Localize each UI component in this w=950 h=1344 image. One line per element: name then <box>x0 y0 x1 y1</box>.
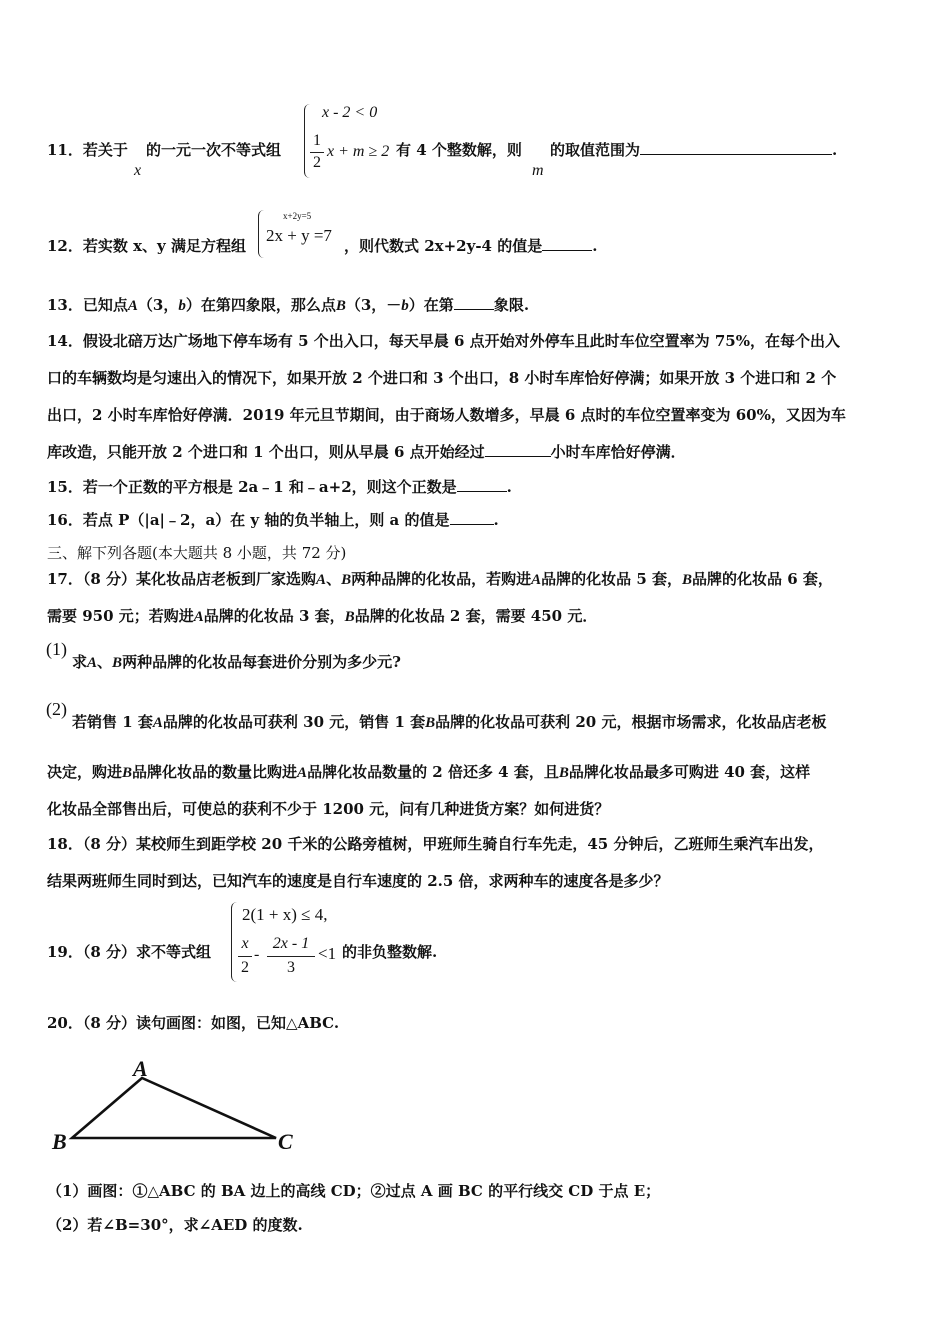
q13-b2: b <box>401 298 409 314</box>
q17-a1: A <box>316 572 327 588</box>
q13-t1: 13．已知点 <box>47 296 128 314</box>
q17-t8: 品牌的化妆品 2 套，需要 450 元． <box>354 607 598 625</box>
q13-b1: b <box>178 298 186 314</box>
q19-system-brace <box>231 902 238 982</box>
q13-t4: （3，－ <box>345 296 402 314</box>
q19-minus: - <box>254 946 260 963</box>
q11-ineq-2: x + m ≥ 2 <box>327 143 390 160</box>
q16-end: . <box>493 511 499 529</box>
q19-frac-2-den: 3 <box>287 959 295 976</box>
q11-text-2: 的一元一次不等式组 <box>146 141 282 159</box>
q19-text-2: 的非负整数解. <box>342 943 438 961</box>
q17-p2-a2: A <box>297 765 308 781</box>
q19-frac-1-num: x <box>241 935 249 952</box>
q17-p1-t2: 、 <box>97 653 113 671</box>
q11-end: . <box>832 141 838 159</box>
q17-p2-b3: B <box>558 765 569 781</box>
q17-t2: 、 <box>326 570 342 588</box>
q17-part-1 <box>72 652 401 673</box>
q15-end: . <box>506 478 512 496</box>
q15-answer-blank[interactable] <box>457 477 507 492</box>
q17-p2-b2: B <box>122 765 133 781</box>
q16-line <box>47 510 499 530</box>
q17-t5: 品牌的化妆品 6 套， <box>692 570 833 588</box>
q11-answer-blank[interactable] <box>640 140 832 155</box>
q12-eq-1: x+2y=5 <box>283 211 312 221</box>
triangle-abc <box>72 1078 276 1138</box>
q17-part-1-number: (1) <box>46 639 67 659</box>
q14-answer-blank[interactable] <box>485 442 551 457</box>
vertex-label-a: A <box>133 1056 148 1081</box>
q11-after <box>396 140 522 160</box>
q11-frac-num: 1 <box>313 132 321 149</box>
q11-frac-bar <box>310 152 324 153</box>
q12-text-1: 12．若实数 x、y 满足方程组 <box>47 237 246 255</box>
q17-t7: 品牌的化妆品 3 套， <box>203 607 345 625</box>
q17-p2-t7: 品牌化妆品最多可购进 40 套，这样 <box>568 763 811 781</box>
q12-system-brace <box>258 210 264 258</box>
q13-end: 象限. <box>493 296 530 314</box>
q13-t3: ）在第四象限，那么点 <box>185 296 336 314</box>
q12-line <box>47 236 246 256</box>
q17-p2-t3: 品牌的化妆品可获利 20 元，根据市场需求，化妆品店老板 <box>435 713 827 731</box>
q12-text-2: ，则代数式 2x+2y-4 的值是 <box>344 237 543 255</box>
q11-text-1: 11．若关于 <box>47 141 128 159</box>
q15-text: 15．若一个正数的平方根是 2a﹣1 和﹣a+2，则这个正数是 <box>47 478 457 496</box>
q13-t2: （3， <box>137 296 179 314</box>
q17-b3: B <box>344 609 355 625</box>
q11-tail <box>550 140 837 160</box>
q13-line <box>47 295 529 316</box>
q12-end: . <box>592 237 598 255</box>
q11-text-3: 有 4 个整数解，则 <box>396 141 522 159</box>
q20-part-2: （2）若∠B=30°，求∠AED 的度数. <box>47 1216 303 1234</box>
q17-p2-t6: 品牌化妆品数量的 2 倍还多 4 套，且 <box>307 763 559 781</box>
q20-title: 20．（8 分）读句画图：如图，已知△ABC. <box>47 1014 340 1032</box>
q19-lt-one: <1 <box>318 944 337 963</box>
q15-line <box>47 477 512 497</box>
q17-p1-t1: 求 <box>72 653 88 671</box>
q17-part-2-line-3: 化妆品全部售出后，可使总的获利不少于 1200 元，问有几种进货方案？如何进货？ <box>47 800 610 818</box>
q17-p2-a1: A <box>152 715 163 731</box>
q14-l4-end: 小时车库恰好停满． <box>550 443 686 461</box>
q11-text-4: 的取值范围为 <box>550 141 641 159</box>
q19-text-1: 19．（8 分）求不等式组 <box>47 943 212 961</box>
q14-line-4 <box>47 442 686 462</box>
q13-point-b: B <box>335 298 346 314</box>
q17-p1-t3: 两种品牌的化妆品每套进价分别为多少元? <box>122 653 401 671</box>
q20-part-1: （1）画图：①△ABC 的 BA 边上的高线 CD；②过点 A 画 BC 的平行线交 CD 于点 E； <box>47 1182 661 1200</box>
q19-after <box>342 942 437 962</box>
q17-p1-a: A <box>87 655 98 671</box>
q14-line-1: 14．假设北碚万达广场地下停车场有 5 个出入口，每天早晨 6 点开始对外停车且此时车位空置率为 75%，在每个出入 <box>47 332 840 350</box>
q11-line <box>47 140 128 160</box>
vertex-label-c: C <box>278 1129 293 1154</box>
q17-a3: A <box>193 609 204 625</box>
q17-line-1 <box>47 569 833 590</box>
q13-answer-blank[interactable] <box>454 295 494 310</box>
q17-p2-t4: 决定，购进 <box>47 763 123 781</box>
q17-part-2-number: (2) <box>46 699 67 719</box>
q14-line-2: 口的车辆数均是匀速出入的情况下，如果开放 2 个进口和 3 个出口，8 小时车库恰好停满；如果开放 3 个进口和 2 个 <box>47 369 837 387</box>
q19-line <box>47 942 211 962</box>
q18-line-1: 18．（8 分）某校师生到距学校 20 千米的公路旁植树，甲班师生骑自行车先走，45 分钟后，乙班师生乘汽车出发， <box>47 835 824 853</box>
q17-t1: 17．（8 分）某化妆品店老板到厂家选购 <box>47 570 317 588</box>
q17-part-2-line-1 <box>72 712 826 733</box>
q14-l4-text: 库改造，只能开放 2 个进口和 1 个出口，则从早晨 6 点开始经过 <box>47 443 485 461</box>
q19-frac-2-bar <box>267 956 315 957</box>
q17-p1-b: B <box>112 655 123 671</box>
q17-t6: 需要 950 元；若购进 <box>47 607 194 625</box>
q17-a2: A <box>531 572 542 588</box>
q12-after <box>344 236 597 256</box>
q17-p2-t2: 品牌的化妆品可获利 30 元，销售 1 套 <box>162 713 426 731</box>
q16-answer-blank[interactable] <box>450 510 494 525</box>
q18-line-2: 结果两班师生同时到达，已知汽车的速度是自行车速度的 2.5 倍，求两种车的速度各是多少？ <box>47 872 669 890</box>
q12-eq-2: 2x + y =7 <box>266 226 332 245</box>
q19-frac-1-bar <box>238 956 252 957</box>
q17-b1: B <box>341 572 352 588</box>
q17-b2: B <box>682 572 693 588</box>
section-3-heading: 三、解下列各题(本大题共 8 小题，共 72 分) <box>47 544 347 562</box>
q16-text: 16．若点 P（|a|﹣2，a）在 y 轴的负半轴上，则 a 的值是 <box>47 511 450 529</box>
q17-line-2 <box>47 606 597 627</box>
q11-ineq-1: x - 2 < 0 <box>322 104 378 121</box>
q17-t3: 两种品牌的化妆品，若购进 <box>351 570 532 588</box>
q19-ineq-1: 2(1 + x) ≤ 4, <box>242 905 328 924</box>
q12-answer-blank[interactable] <box>542 236 592 251</box>
triangle-abc-figure <box>48 1056 308 1156</box>
q17-p2-t1: 若销售 1 套 <box>72 713 153 731</box>
q14-line-3: 出口，2 小时车库恰好停满．2019 年元旦节期间，由于商场人数增多，早晨 6 点时的车位空置率变为 60%，又因为车 <box>47 406 846 424</box>
q17-t4: 品牌的化妆品 5 套， <box>541 570 683 588</box>
q19-frac-1-den: 2 <box>241 959 249 976</box>
q11-frac-den: 2 <box>313 154 321 171</box>
q11-var-x: x <box>134 162 142 179</box>
q13-t5: ）在第 <box>408 296 454 314</box>
q13-point-a: A <box>127 298 138 314</box>
q11-line-mid <box>146 140 281 160</box>
q11-var-m: m <box>532 162 544 179</box>
q17-part-2-line-2 <box>47 762 810 783</box>
q19-frac-2-num: 2x - 1 <box>272 935 310 952</box>
q17-p2-t5: 品牌化妆品的数量比购进 <box>132 763 298 781</box>
q17-p2-b1: B <box>425 715 436 731</box>
vertex-label-b: B <box>52 1129 67 1154</box>
